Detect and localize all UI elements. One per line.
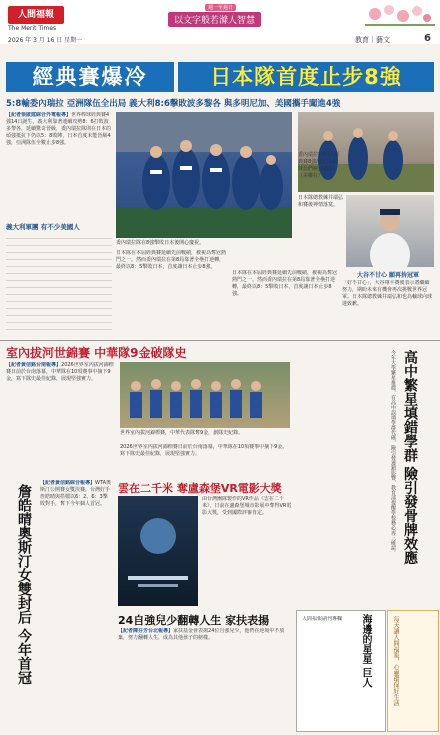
main-photo-caption: 委內瑞拉隊在8強擊敗日本後開心慶祝。 — [116, 240, 205, 246]
side-photo-1-caption: 委內瑞拉14日在經典賽8強淘汰日本，球員們瘋狂慶祝。（美聯社） — [298, 152, 342, 179]
story4-photo — [118, 496, 198, 606]
side-photo-2-caption: 日本隊總教練井端弘和賽後神情落寞。 — [298, 195, 344, 208]
section-label: 教育｜藝文 — [355, 36, 390, 44]
middle-article-2: 日本隊在本屆經典賽延續先前戰績，被視為奪冠熱門之一。然而委內瑞拉在第8局靠著全壘打逆轉，最終以8：5擊敗日本，首度讓日本止步8強。 — [232, 270, 338, 297]
right-article: 「好不甘心」，大谷翔平賽後表示將繼續努力，期盼未來有機會再次挑戰世界冠軍。日本隊總教練井端弘和也為輸球向球迷致歉。 — [342, 280, 433, 307]
story7-text: 人間福報副刊專欄 — [302, 616, 343, 622]
story2-article — [6, 362, 114, 462]
middle-article: 日本隊在本屆經典賽延續先前戰績，被視為奪冠熱門之一。然而委內瑞拉在第8局靠著全壘打逆轉，最終以8：5擊敗日本，首度讓日本止步8強。 — [116, 250, 226, 270]
story2-text: 2026世界室內拔河錦標賽日前於台南落幕，中華隊在10項賽事中摘下9金，寫下隊史最佳紀錄，展現堅強實力。 — [6, 362, 114, 382]
story5-text: 家扶基金會表揚24位自強兒少，他們在逆境中不放棄，努力翻轉人生，成為其他孩子的榜樣。 — [118, 628, 285, 641]
story4-title: 雲在二千米 奪盧森堡VR電影大獎 — [118, 482, 282, 495]
story3-text: WTA奧斯汀公開賽女雙決賽，台灣好手詹皓晴與搭檔以6：2、6：3擊敗對手，奪下今年個人首冠。 — [40, 480, 112, 507]
headline-left: 經典賽爆冷 — [6, 62, 174, 92]
side-photo-3-caption: 大谷不甘心 願再拚冠軍 — [356, 272, 420, 279]
tug-of-war-team-illustration — [120, 362, 290, 428]
manager-illustration — [346, 195, 434, 267]
divider — [0, 340, 440, 341]
lead-byline: 【記者張啟庭綜合外電報導】 — [6, 112, 72, 118]
team-celebration-illustration — [116, 112, 292, 238]
tagline: 以文字般若滌人智慧 — [168, 12, 261, 27]
newspaper-logo: 人間福報 — [8, 6, 64, 24]
headline-right: 日本隊首度止步8強 — [178, 62, 434, 92]
page-number: 6 — [424, 33, 431, 44]
story3-byline: 【記者黃信銘綜合報導】 — [40, 480, 96, 486]
story2-byline: 【記者黃信銘台南報導】 — [6, 362, 62, 368]
vr-poster-illustration — [118, 496, 198, 606]
flower-decoration-icon — [365, 2, 435, 32]
story6-article: 今年大學繁星推薦，有高中誤填學群代碼，險引發連鎖影響，教育部提醒學校務必再三確認。 — [390, 350, 396, 555]
story4-article: 由台灣團隊製作的VR作品《雲在二千米》，日前在盧森堡城市影展中奪得VR電影大獎，受到國際評審肯定。 — [202, 496, 292, 516]
newspaper-logo-en: The Merit Times — [8, 25, 57, 32]
lead-article — [6, 112, 112, 220]
issue-date: 2026 年 3 月 16 日 星期一 — [8, 37, 83, 44]
side-heading: 義大利軍團 有不少美國人 — [6, 223, 80, 231]
lead-article-continued — [6, 232, 112, 332]
story3-article — [40, 480, 112, 730]
story6-title: 高中繁星填錯學群 險引發骨牌效應 — [402, 350, 418, 565]
story2-caption: 世界室內拔河錦標賽，中華代表隊奪9金，創隊史紀錄。 — [120, 430, 244, 436]
story5-byline: 【記者陳芬芳台北報導】 — [118, 628, 174, 634]
story2-article-continued: 2026世界室內拔河錦標賽日前於台南落幕，中華隊在10項賽事中摘下9金，寫下隊史最佳紀錄，展現堅強實力。 — [120, 444, 288, 457]
story5-article — [118, 628, 288, 730]
main-photo — [116, 112, 292, 238]
side-photo-2 — [346, 195, 434, 267]
ad-text: 每天讀人間福報，心靈環保好生活 — [392, 616, 399, 706]
story3-title: 詹皓晴奧斯汀女雙封后 今年首冠 — [16, 484, 32, 685]
lead-text: 世界棒球經典賽4強14日誕生，義大利靠著連續攻勢8：6打敗波多黎各，延續驚奇晉級，委內瑞拉隊則在日本的頑強抵抗下仍以5：8敗陣，日本首度未能晉級4強，亞洲隊伍全數止步8強。 — [6, 112, 112, 146]
subheadline: 5:8輸委內瑞拉 亞洲隊伍全出局 義大利8:6擊敗波多黎各 與多明尼加、美國攜手闖進4強 — [6, 99, 341, 109]
story5-title: 24自強兒少翻轉人生 家扶表揚 — [118, 614, 270, 627]
story7-title: 海邊的星星 巨人 — [360, 614, 371, 688]
story2-title: 室內拔河世錦賽 中華隊9金破隊史 — [6, 346, 187, 360]
tagline-small: 週一至週日 — [205, 4, 236, 11]
story2-photo — [120, 362, 290, 428]
